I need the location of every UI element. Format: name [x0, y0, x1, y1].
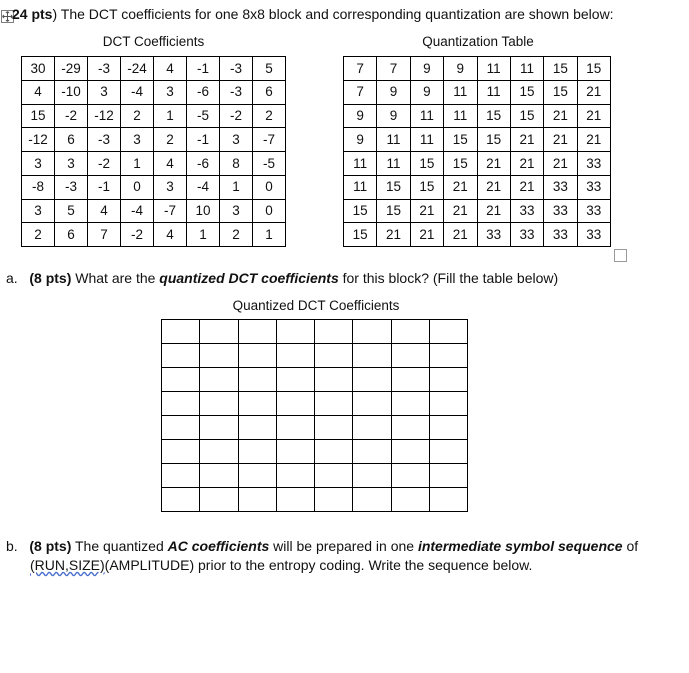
- dct-cell: 8: [220, 152, 253, 176]
- quant-cell: 11: [344, 152, 377, 176]
- quant-cell: 15: [410, 175, 443, 199]
- answer-cell[interactable]: [315, 344, 353, 368]
- answer-cell[interactable]: [238, 392, 276, 416]
- quant-cell: 11: [477, 80, 510, 104]
- dct-cell: -1: [187, 128, 220, 152]
- dct-cell: 3: [55, 152, 88, 176]
- dct-cell: -7: [154, 199, 187, 223]
- quant-cell: 15: [377, 175, 410, 199]
- quant-cell: 33: [544, 199, 577, 223]
- quantization-table: [343, 56, 611, 247]
- dct-cell: 3: [22, 199, 55, 223]
- dct-cell: 3: [22, 152, 55, 176]
- question-a-emphasis: quantized DCT coefficients: [159, 270, 339, 286]
- answer-row: [162, 440, 468, 464]
- quant-row: [344, 104, 611, 128]
- answer-cell[interactable]: [200, 320, 238, 344]
- answer-cell[interactable]: [391, 344, 429, 368]
- quant-cell: 33: [577, 152, 610, 176]
- quant-cell: 15: [477, 128, 510, 152]
- dct-row: [22, 57, 286, 81]
- dct-cell: 0: [253, 175, 286, 199]
- question-b-marker: b.: [6, 538, 18, 554]
- answer-cell[interactable]: [429, 464, 467, 488]
- answer-cell[interactable]: [238, 320, 276, 344]
- quant-cell: 33: [510, 223, 543, 247]
- dct-cell: 1: [154, 104, 187, 128]
- answer-cell[interactable]: [238, 440, 276, 464]
- dct-cell: 1: [121, 152, 154, 176]
- quant-cell: 9: [410, 80, 443, 104]
- quant-cell: 7: [344, 80, 377, 104]
- answer-cell[interactable]: [315, 440, 353, 464]
- dct-cell: -1: [88, 175, 121, 199]
- dct-cell: 3: [121, 128, 154, 152]
- quant-cell: 33: [544, 223, 577, 247]
- dct-cell: 1: [220, 175, 253, 199]
- quant-cell: 11: [510, 57, 543, 81]
- answer-cell[interactable]: [238, 368, 276, 392]
- dct-cell: -3: [220, 57, 253, 81]
- answer-cell[interactable]: [429, 344, 467, 368]
- answer-cell[interactable]: [162, 368, 200, 392]
- quant-cell: 33: [577, 175, 610, 199]
- quant-cell: 15: [410, 152, 443, 176]
- answer-cell[interactable]: [429, 392, 467, 416]
- quant-cell: 21: [477, 199, 510, 223]
- dct-cell: -4: [187, 175, 220, 199]
- quant-cell: 15: [477, 104, 510, 128]
- quant-cell: 21: [577, 80, 610, 104]
- quant-cell: 21: [510, 152, 543, 176]
- answer-cell[interactable]: [162, 488, 200, 512]
- answer-cell[interactable]: [276, 320, 314, 344]
- dct-cell: -24: [121, 57, 154, 81]
- quant-cell: 15: [510, 80, 543, 104]
- quant-cell: 15: [544, 57, 577, 81]
- answer-cell[interactable]: [276, 416, 314, 440]
- answer-cell[interactable]: [200, 368, 238, 392]
- quant-cell: 21: [477, 175, 510, 199]
- quant-cell: 21: [577, 128, 610, 152]
- quant-cell: 21: [544, 128, 577, 152]
- dct-cell: -1: [187, 57, 220, 81]
- question-a-text-1: What are the: [71, 270, 160, 286]
- run-size-label: (RUN,SIZE): [30, 557, 105, 573]
- answer-cell[interactable]: [315, 488, 353, 512]
- answer-cell[interactable]: [353, 392, 391, 416]
- question-a-pts: (8 pts): [29, 270, 72, 286]
- quant-cell: 21: [544, 152, 577, 176]
- answer-cell[interactable]: [353, 464, 391, 488]
- dct-cell: -29: [55, 57, 88, 81]
- quant-caption: Quantization Table: [422, 34, 534, 49]
- quant-cell: 7: [377, 57, 410, 81]
- dct-cell: -10: [55, 80, 88, 104]
- quant-cell: 9: [377, 104, 410, 128]
- dct-cell: 6: [253, 80, 286, 104]
- quant-row: [344, 128, 611, 152]
- dct-cell: 3: [88, 80, 121, 104]
- quant-cell: 21: [377, 223, 410, 247]
- answer-cell[interactable]: [200, 344, 238, 368]
- quant-cell: 21: [510, 175, 543, 199]
- answer-cell[interactable]: [162, 464, 200, 488]
- answer-cell[interactable]: [238, 344, 276, 368]
- quant-cell: 7: [344, 57, 377, 81]
- dct-cell: 4: [88, 199, 121, 223]
- answer-cell[interactable]: [162, 344, 200, 368]
- dct-cell: 7: [88, 223, 121, 247]
- answer-cell[interactable]: [276, 488, 314, 512]
- dct-cell: -5: [253, 152, 286, 176]
- dct-cell: 15: [22, 104, 55, 128]
- quant-cell: 9: [344, 104, 377, 128]
- dct-cell: -12: [22, 128, 55, 152]
- question-b-emphasis-1: AC coefficients: [167, 538, 270, 554]
- quant-cell: 15: [544, 80, 577, 104]
- answer-cell[interactable]: [162, 440, 200, 464]
- answer-cell[interactable]: [391, 368, 429, 392]
- question-a: [6, 270, 558, 286]
- dct-caption: DCT Coefficients: [102, 34, 205, 49]
- dct-cell: 1: [187, 223, 220, 247]
- dct-cell: 4: [154, 223, 187, 247]
- quant-cell: 21: [444, 175, 477, 199]
- quant-cell: 33: [577, 199, 610, 223]
- answer-cell[interactable]: [200, 440, 238, 464]
- dct-cell: 4: [154, 57, 187, 81]
- quant-cell: 11: [477, 57, 510, 81]
- quant-cell: 15: [510, 104, 543, 128]
- dct-cell: -3: [55, 175, 88, 199]
- dct-cell: -12: [88, 104, 121, 128]
- dct-cell: -3: [220, 80, 253, 104]
- answer-row: [162, 320, 468, 344]
- quant-row: [344, 80, 611, 104]
- dct-row: [22, 128, 286, 152]
- answer-cell[interactable]: [200, 488, 238, 512]
- quant-cell: 15: [444, 128, 477, 152]
- answer-cell[interactable]: [391, 320, 429, 344]
- quant-cell: 21: [510, 128, 543, 152]
- dct-cell: 3: [154, 80, 187, 104]
- question-b-text-3: of: [622, 538, 639, 554]
- quant-cell: 33: [577, 223, 610, 247]
- dct-cell: 4: [22, 80, 55, 104]
- dct-cell: 30: [22, 57, 55, 81]
- answer-cell[interactable]: [353, 488, 391, 512]
- question-b-emphasis-2: intermediate symbol sequence: [417, 538, 623, 554]
- dct-cell: 3: [220, 199, 253, 223]
- result-caption: Quantized DCT Coefficients: [232, 298, 400, 313]
- quant-cell: 21: [444, 199, 477, 223]
- quant-cell: 33: [477, 223, 510, 247]
- answer-cell[interactable]: [276, 440, 314, 464]
- quant-cell: 11: [344, 175, 377, 199]
- dct-cell: 5: [55, 199, 88, 223]
- quant-cell: 15: [577, 57, 610, 81]
- question-b-text-2: will be prepared in one: [269, 538, 418, 554]
- points-label: 24 pts: [12, 6, 53, 22]
- dct-cell: 10: [187, 199, 220, 223]
- dct-cell: 3: [154, 175, 187, 199]
- dct-cell: -4: [121, 199, 154, 223]
- question-a-text-2: for this block? (Fill the table below): [338, 270, 559, 286]
- question-b-line-2: [30, 557, 532, 573]
- answer-row: [162, 464, 468, 488]
- quant-cell: 11: [377, 152, 410, 176]
- dct-cell: -2: [55, 104, 88, 128]
- answer-row: [162, 344, 468, 368]
- answer-cell[interactable]: [162, 392, 200, 416]
- dct-row: [22, 199, 286, 223]
- problem-heading: [12, 6, 614, 22]
- dct-cell: -3: [88, 57, 121, 81]
- answer-cell[interactable]: [238, 488, 276, 512]
- answer-cell[interactable]: [391, 392, 429, 416]
- answer-cell[interactable]: [353, 416, 391, 440]
- quant-row: [344, 199, 611, 223]
- dct-cell: -5: [187, 104, 220, 128]
- answer-cell[interactable]: [238, 416, 276, 440]
- dct-cell: 0: [253, 199, 286, 223]
- answer-cell[interactable]: [391, 464, 429, 488]
- answer-cell[interactable]: [276, 368, 314, 392]
- answer-cell[interactable]: [315, 320, 353, 344]
- quant-cell: 33: [544, 175, 577, 199]
- quant-cell: 11: [444, 80, 477, 104]
- answer-cell[interactable]: [429, 440, 467, 464]
- paragraph-end-marker-icon: [614, 249, 627, 262]
- quant-cell: 11: [444, 104, 477, 128]
- quant-cell: 15: [344, 223, 377, 247]
- answer-cell[interactable]: [353, 368, 391, 392]
- dct-cell: -8: [22, 175, 55, 199]
- answer-row: [162, 488, 468, 512]
- quant-cell: 21: [410, 223, 443, 247]
- dct-cell: -2: [220, 104, 253, 128]
- dct-cell: 6: [55, 128, 88, 152]
- dct-cell: -2: [88, 152, 121, 176]
- question-b-text-4: (AMPLITUDE) prior to the entropy coding. Write the sequence below.: [104, 557, 533, 573]
- dct-cell: 6: [55, 223, 88, 247]
- dct-row: [22, 223, 286, 247]
- quant-row: [344, 152, 611, 176]
- question-b-pts: (8 pts): [29, 538, 72, 554]
- dct-cell: 2: [121, 104, 154, 128]
- dct-cell: -3: [88, 128, 121, 152]
- answer-cell[interactable]: [162, 320, 200, 344]
- dct-cell: 2: [154, 128, 187, 152]
- quant-cell: 9: [444, 57, 477, 81]
- answer-cell[interactable]: [429, 320, 467, 344]
- dct-cell: 1: [253, 223, 286, 247]
- quant-cell: 9: [377, 80, 410, 104]
- answer-cell[interactable]: [429, 488, 467, 512]
- answer-cell[interactable]: [315, 464, 353, 488]
- heading-text: ) The DCT coefficients for one 8x8 block and corresponding quantization are shown below:: [52, 6, 614, 22]
- answer-cell[interactable]: [353, 440, 391, 464]
- answer-cell[interactable]: [353, 320, 391, 344]
- answer-row: [162, 368, 468, 392]
- quant-cell: 21: [444, 223, 477, 247]
- quantized-answer-table[interactable]: [161, 319, 468, 512]
- dct-cell: -7: [253, 128, 286, 152]
- answer-cell[interactable]: [391, 440, 429, 464]
- answer-row: [162, 416, 468, 440]
- dct-cell: 2: [220, 223, 253, 247]
- dct-cell: -6: [187, 152, 220, 176]
- quant-cell: 33: [510, 199, 543, 223]
- quant-row: [344, 223, 611, 247]
- answer-cell[interactable]: [238, 464, 276, 488]
- dct-row: [22, 104, 286, 128]
- answer-cell[interactable]: [276, 464, 314, 488]
- quant-cell: 11: [377, 128, 410, 152]
- answer-cell[interactable]: [315, 368, 353, 392]
- answer-cell[interactable]: [200, 416, 238, 440]
- question-b-text-1: The quantized: [71, 538, 168, 554]
- dct-cell: -2: [121, 223, 154, 247]
- answer-row: [162, 392, 468, 416]
- dct-cell: 2: [253, 104, 286, 128]
- quant-cell: 15: [344, 199, 377, 223]
- answer-cell[interactable]: [162, 416, 200, 440]
- answer-cell[interactable]: [429, 368, 467, 392]
- dct-coefficients-table: [21, 56, 286, 247]
- question-a-marker: a.: [6, 270, 18, 286]
- quant-cell: 21: [410, 199, 443, 223]
- dct-cell: 5: [253, 57, 286, 81]
- dct-cell: 0: [121, 175, 154, 199]
- question-b-line-1: [6, 538, 638, 554]
- answer-cell[interactable]: [315, 416, 353, 440]
- dct-row: [22, 80, 286, 104]
- quant-cell: 11: [410, 104, 443, 128]
- quant-cell: 9: [410, 57, 443, 81]
- quant-cell: 15: [377, 199, 410, 223]
- dct-row: [22, 152, 286, 176]
- quant-cell: 21: [577, 104, 610, 128]
- answer-cell[interactable]: [200, 392, 238, 416]
- quant-row: [344, 57, 611, 81]
- answer-cell[interactable]: [276, 392, 314, 416]
- dct-row: [22, 175, 286, 199]
- dct-cell: 2: [22, 223, 55, 247]
- quant-cell: 15: [444, 152, 477, 176]
- quant-row: [344, 175, 611, 199]
- answer-cell[interactable]: [315, 392, 353, 416]
- quant-cell: 11: [410, 128, 443, 152]
- dct-cell: -6: [187, 80, 220, 104]
- answer-cell[interactable]: [353, 344, 391, 368]
- answer-cell[interactable]: [429, 416, 467, 440]
- answer-cell[interactable]: [276, 344, 314, 368]
- answer-cell[interactable]: [391, 416, 429, 440]
- answer-cell[interactable]: [200, 464, 238, 488]
- quant-cell: 21: [544, 104, 577, 128]
- quant-cell: 21: [477, 152, 510, 176]
- quant-cell: 9: [344, 128, 377, 152]
- answer-cell[interactable]: [391, 488, 429, 512]
- dct-cell: 4: [154, 152, 187, 176]
- dct-cell: -4: [121, 80, 154, 104]
- dct-cell: 3: [220, 128, 253, 152]
